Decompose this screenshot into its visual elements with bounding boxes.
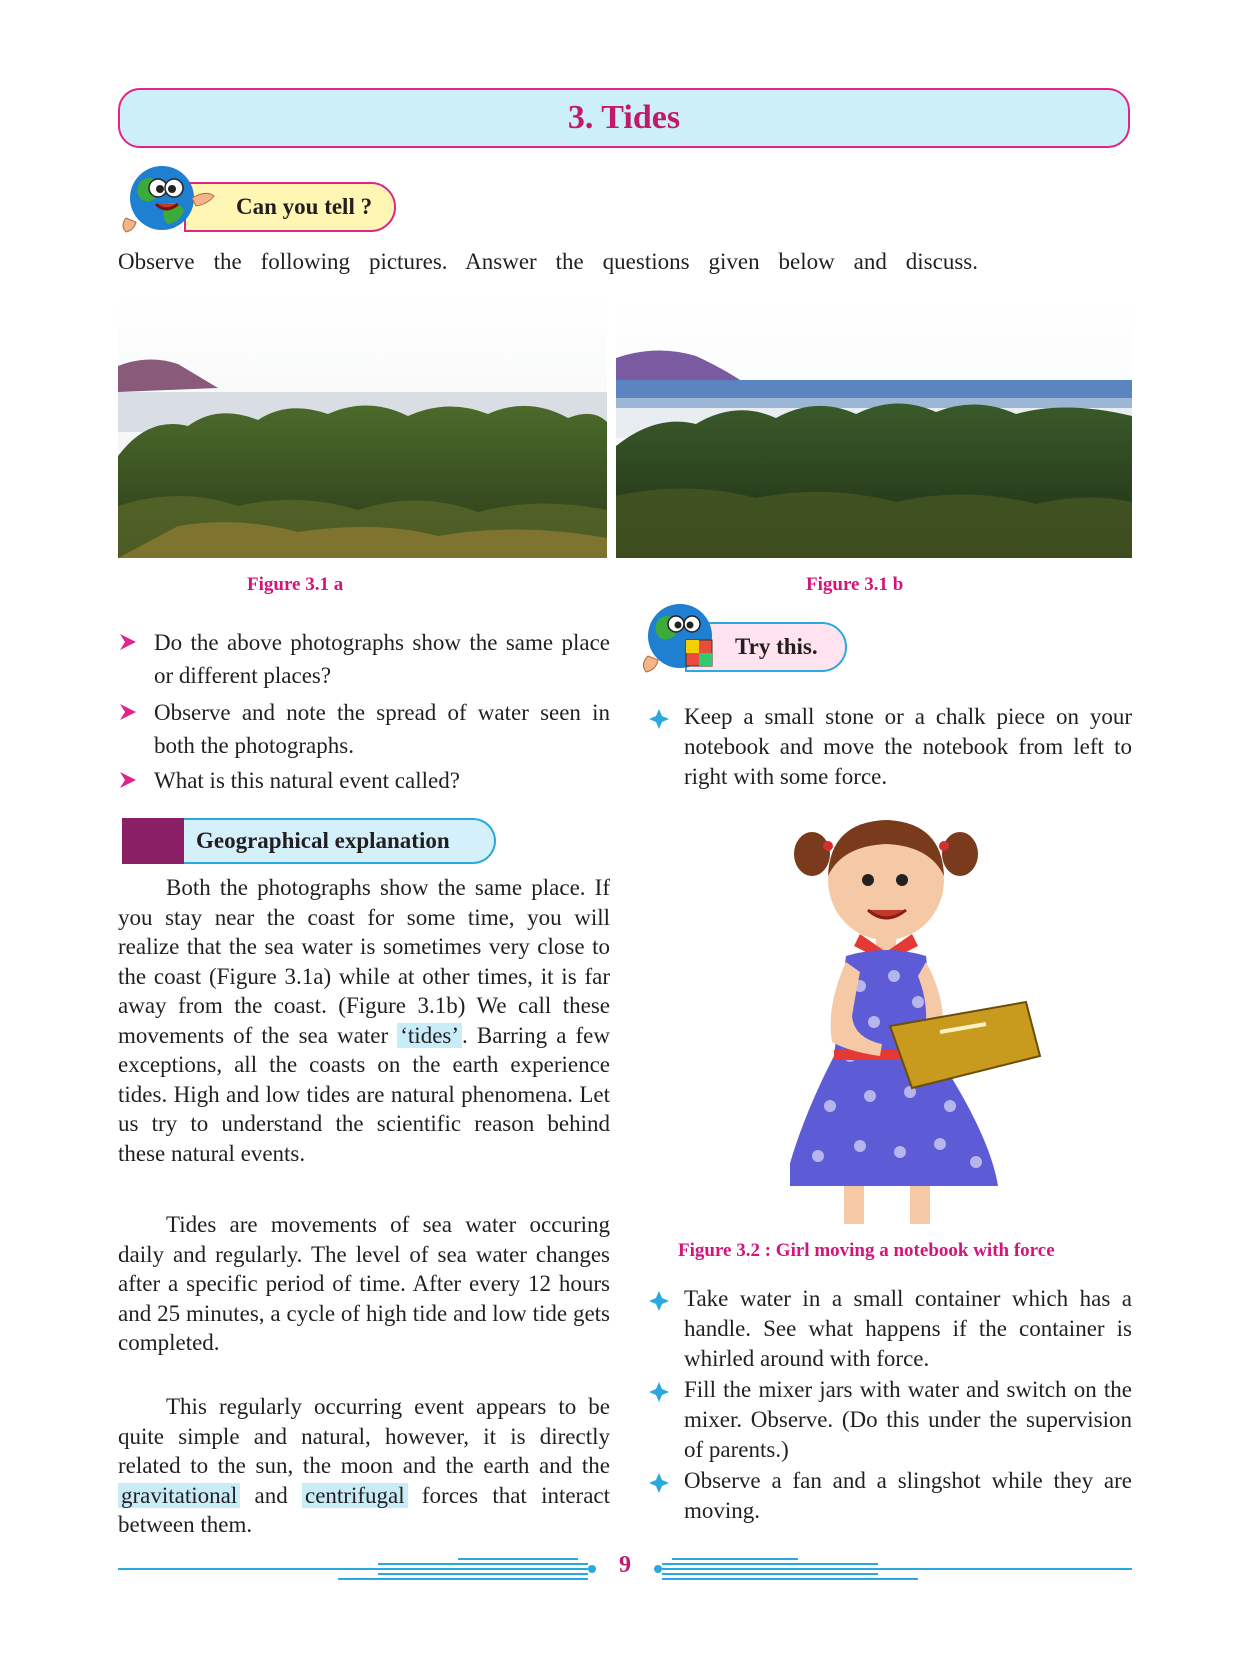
try-this-label: Try this. xyxy=(735,634,818,659)
tides-highlight: ‘tides’ xyxy=(397,1023,462,1048)
chapter-title-banner xyxy=(118,88,1130,148)
arrow-bullet-icon xyxy=(118,768,138,792)
activity-text: Keep a small stone or a chalk piece on your notebook and move the notebook from left to right with some force. xyxy=(684,704,1132,789)
diamond-bullet-icon xyxy=(648,708,670,730)
geo-paragraph-3 xyxy=(118,1392,610,1540)
diamond-bullet-icon xyxy=(648,1472,670,1494)
question-text: Observe and note the spread of water seen in both the photographs. xyxy=(154,700,610,758)
girl-with-notebook-illustration xyxy=(790,806,1046,1224)
activity-item xyxy=(648,702,1132,792)
activity-item xyxy=(648,1466,1132,1526)
arrow-bullet-icon xyxy=(118,700,138,724)
geo-p3-and: and xyxy=(254,1482,288,1508)
page-number: 9 xyxy=(619,1552,631,1578)
figure-3-1a-photo xyxy=(118,296,607,558)
geo-paragraph-1 xyxy=(118,873,610,1168)
can-you-tell-label: Can you tell ? xyxy=(236,194,373,219)
activity-text: Take water in a small container which has a handle. See what happens if the container is whirled around with force. xyxy=(684,1286,1132,1371)
geo-paragraph-2: Tides are movements of sea water occuring daily and regularly. The level of sea water changes after a specific period of time. After every 12 hours and 25 minutes, a cycle of high tide and low tide gets completed. xyxy=(118,1212,610,1355)
question-item xyxy=(118,696,610,762)
diamond-bullet-icon xyxy=(648,1290,670,1312)
diamond-bullet-icon xyxy=(648,1381,670,1403)
arrow-bullet-icon xyxy=(118,630,138,654)
activity-text: Fill the mixer jars with water and switch on the mixer. Observe. (Do this under the supervision of parents.) xyxy=(684,1377,1132,1462)
geo-p1-text: Both the photographs show the same place. If you stay near the coast for some time, you will realize that the sea water is sometimes very close to the coast (Figure 3.1a) while at other times, it is far away from the coast. (Figure 3.1b) We call these movements of the sea water xyxy=(118,875,610,1048)
figure-3-1b-photo xyxy=(616,296,1132,558)
figure-3-1a-caption: Figure 3.1 a xyxy=(247,574,344,595)
geo-p1-text-cont: . Barring a few exceptions, all the coasts on the earth experience tides. High and low tides are natural phenomena. Let us try to understand the scientific reason behind these natural events. xyxy=(118,1022,611,1166)
geo-explanation-header xyxy=(122,818,496,864)
geo-p3-text: This regularly occurring event appears to be quite simple and natural, however, it is directly related to the sun, the moon and the earth and the xyxy=(118,1394,610,1478)
question-item xyxy=(118,764,610,797)
chapter-title: 3. Tides xyxy=(567,99,681,136)
globe-mascot-icon xyxy=(118,160,218,238)
question-item xyxy=(118,626,610,692)
figure-3-2-caption: Figure 3.2 : Girl moving a notebook with force xyxy=(678,1240,1055,1261)
activity-text: Observe a fan and a slingshot while they are moving. xyxy=(684,1468,1132,1523)
geo-heading: Geographical explanation xyxy=(196,828,450,853)
activity-item xyxy=(648,1375,1132,1465)
geo-header-pill xyxy=(184,818,496,864)
geo-header-block xyxy=(122,818,184,864)
centrifugal-highlight: centrifugal xyxy=(302,1483,408,1508)
intro-text: Observe the following pictures. Answer the questions given below and discuss. xyxy=(118,249,978,274)
gravitational-highlight: gravitational xyxy=(118,1483,240,1508)
activity-item xyxy=(648,1284,1132,1374)
figure-3-1b-caption: Figure 3.1 b xyxy=(806,574,904,595)
question-text: What is this natural event called? xyxy=(154,768,460,793)
geo-p3-text-end: forces that interact between them. xyxy=(118,1482,611,1537)
globe-mascot-icon xyxy=(636,596,728,680)
question-text: Do the above photographs show the same place or different places? xyxy=(154,630,610,688)
